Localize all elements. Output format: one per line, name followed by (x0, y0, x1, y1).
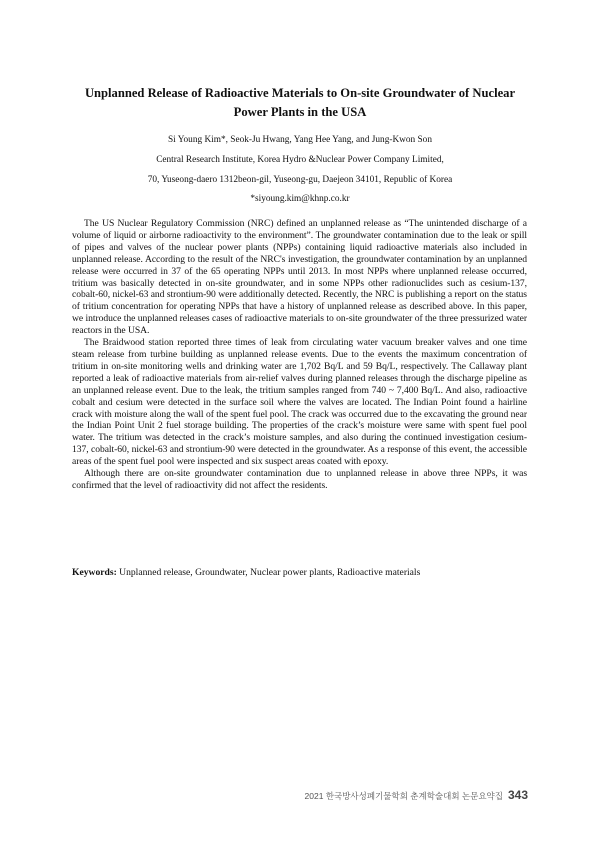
corresponding-email: *siyoung.kim@khnp.co.kr (250, 194, 350, 204)
abstract-paragraph: The US Nuclear Regulatory Commission (NRC) defined an unplanned release as “The unintended discharge of a volume of liquid or airborne radioactivity to the environment”. The groundwater contamination due to the leak or spill of pipes and valves of the nuclear power plants (NPPs) containing liquid radioactive materials also included in unplanned release. According to the result of the NRC's investigation, the groundwater contamination by an unplanned release were occurred in 37 of the 65 operating NPPs until 2013. In most NPPs where unplanned release occurred, tritium was basically detected in on-site groundwater, and in some NPPs other radionuclides such as cesium-137, cobalt-60, nickel-63 and strontium-90 were additionally detected. Recently, the NRC is publishing a report on the status of tritium concentration for operating NPPs that have a history of unplanned release as described above. In this paper, we introduce the unplanned releases cases of radioactive materials to on-site groundwater of the three pressurized water reactors in the USA. (72, 218, 527, 337)
page-footer (305, 788, 528, 802)
authors: Si Young Kim*, Seok-Ju Hwang, Yang Hee Yang, and Jung-Kwon Son (168, 135, 432, 145)
affiliation: Central Research Institute, Korea Hydro &Nuclear Power Company Limited, (156, 155, 444, 165)
abstract-body (72, 218, 527, 492)
page-number: 343 (507, 788, 528, 802)
abstract-paragraph: The Braidwood station reported three times of leak from circulating water vacuum breaker valves and one time steam release from turbine building as unplanned release events. Due to the events the maximum concentration of tritium in on-site monitoring wells and drinking water are 1,702 Bq/L and 59 Bq/L, respectively. The Callaway plant reported a leak of radioactive materials from air-relief valves during planned releases through the discharge pipeline as an unplanned release event. Due to the leak, the tritium samples ranged from 740 ~ 7,400 Bq/L. And also, radioactive cobalt and cesium were detected in the surface soil where the valves are located. The Indian Point found a hairline crack with moisture along the wall of the spent fuel pool. The crack was occurred due to the excavating the ground near the Indian Point Unit 2 fuel storage building. The properties of the crack’s moisture were same with spent fuel pool water. The tritium was detected in the crack’s moisture samples, and also during the continued investigation cesium-137, cobalt-60, nickel-63 and strontium-90 were detected in the groundwater. As a response of this event, the accessible areas of the spent fuel pool were inspected and six suspect areas coated with epoxy. (72, 337, 527, 468)
address: 70, Yuseong-daero 1312beon-gil, Yuseong-gu, Daejeon 34101, Republic of Korea (147, 175, 453, 185)
footer-proceedings-title: 2021 한국방사성폐기물학회 춘계학술대회 논문요약집 (304, 791, 503, 801)
keywords-label: Keywords: (72, 567, 117, 578)
keywords-list: Unplanned release, Groundwater, Nuclear power plants, Radioactive materials (116, 567, 421, 578)
keywords (72, 567, 532, 579)
abstract-paragraph: Although there are on-site groundwater contamination due to unplanned release in above three NPPs, it was confirmed that the level of radioactivity did not affect the residents. (72, 468, 527, 491)
paper-title: Unplanned Release of Radioactive Materials to On-site Groundwater of Nuclear Power Plants in the USA (84, 86, 516, 119)
